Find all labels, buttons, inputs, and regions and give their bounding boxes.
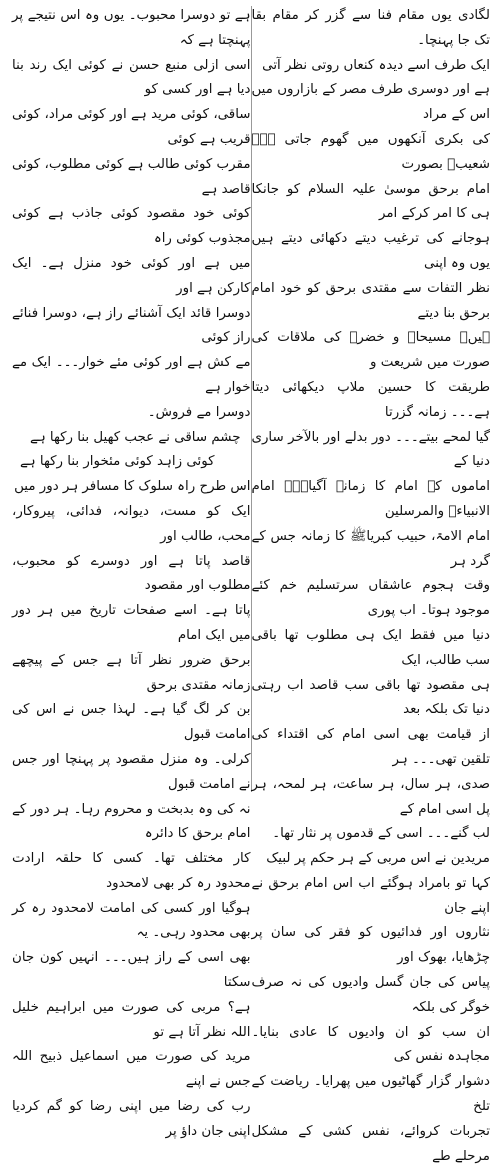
- text-line: مے کش ہے اور کوئی مئے خوار۔۔۔ ایک مے خوار ہے: [12, 355, 251, 395]
- text-line: ہے اور دوسری طرف مصر کے بازاروں میں اس کے مراد: [251, 82, 490, 123]
- text-line: ساقی، کوئی مرید ہے اور کوئی مراد، کوئی قریب ہے کوئی: [12, 107, 251, 147]
- text-line: بھی اسی کے راز ہیں۔۔۔ انہیں کون جان سکتا: [12, 950, 251, 991]
- text-line: نظر التفات سے مقتدی برحق کو خود امام برحق بنا دیتے: [251, 280, 490, 321]
- text-line: گیا لمحے بیتے۔۔۔ دور بدلے اور بالآخر ساری دنیا کے: [251, 429, 490, 470]
- text-line: ہی مقصود تھا باقی سب قاصد اب رہتی دنیا تک بلکہ بعد: [251, 677, 490, 718]
- text-line: اسی ازلی منبع حسن نے کوئی ایک رند بنا دیا ہے اور کسی کو: [12, 57, 251, 98]
- text-line: اس طرح راہ سلوک کا مسافر ہر دور میں: [14, 479, 251, 495]
- text-line: ہے؟ مربی کی صورت میں ابراہیم خلیل اللہ نظر آتا ہے تو: [12, 999, 251, 1040]
- text-line: مرید کی صورت میں اسماعیل ذبیح اللہ جس نے اپنے: [12, 1049, 251, 1090]
- text-line: طریقت کا حسین ملاپ دیکھائی دیتا ہے۔۔۔ زمانہ گزرتا: [251, 379, 490, 420]
- text-line: امام الامۃ، حبیب کبریاﷺ کا زمانہ جس کے گرد ہر: [251, 528, 490, 569]
- left-column: [251, 4, 496, 1164]
- text-line: ایک کو مست، دیوانہ، فدائی، پیروکار، محب، طالب اور: [12, 503, 251, 544]
- text-line: دوسرا قائد ایک آشنائے راز ہے، دوسرا فنائے راز کوئی: [12, 305, 251, 346]
- text-line: برحق ضرور نظر آتا ہے جس کے پیچھے زمانہ مقتدی برحق: [12, 652, 251, 693]
- text-line: بن کر لگ گیا ہے۔ لہذا جس نے اس کی امامت قبول: [12, 702, 251, 743]
- text-line: نہ کی وہ بدبخت و محروم رہا۔ ہر دور کے امام برحق کا دائرہ: [12, 801, 251, 842]
- text-line: دشوار گزار گھاٹیوں میں پھرایا۔ ریاضت کے تلخ: [251, 1074, 490, 1115]
- text-line: از قیامت بھی اسی امام کی اقتداء کی تلقین تھی۔۔۔ ہر: [251, 727, 490, 767]
- text-line: لگادی یوں مقام فنا سے گزر کر مقام بقا تک جا پہنچا۔: [251, 8, 490, 48]
- text-line: میں ہے اور کوئی خود منزل ہے۔ ایک کارکن ہے اور: [12, 255, 251, 296]
- verse-line: چشم ساقی نے عجب کھیل بنا رکھا ہے: [29, 429, 241, 445]
- text-line: پاتا ہے۔ اسے صفحات تاریخ میں ہر دور میں ایک امام: [12, 603, 251, 643]
- two-column-layout: [6, 4, 496, 1164]
- text-line: ہے تو دوسرا محبوب۔ یوں وہ اس نتیجے پر پہنچتا ہے کہ: [12, 8, 251, 48]
- text-line: مریدین نے اس مربی کے ہر حکم پر لبیک: [266, 851, 490, 867]
- text-line: پیاس کی جان گسل وادیوں کی نہ صرف خوگر کی بلکہ: [251, 975, 490, 1015]
- text-line: وقت ہجوم عاشقاں سرتسلیم خم کئے موجود ہوتا۔ اب پوری: [251, 578, 490, 619]
- text-line: ان سب کو ان وادیوں کا عادی بنایا۔ مجاہدہ نفس کی: [251, 1024, 490, 1065]
- text-line: تجربات کروائے، نفس کشی کے مشکل مرحلے طے: [251, 1123, 490, 1164]
- text-line: ہیں۔ مسیحاؑ و خضرؑ کی ملاقات کی صورت میں شریعت و: [251, 330, 490, 371]
- text-line: ایک طرف اسے دیدہ کنعاں روتی نظر آتی: [262, 57, 490, 73]
- text-line: کوئی خود مقصود کوئی جاذب ہے کوئی مجذوب کوئی راہ: [12, 206, 251, 247]
- text-line: کار مختلف تھا۔ کسی کا حلقہ ارادت محدود رہ کر بھی لامحدود: [12, 851, 251, 891]
- text-line: دوسرا مے فروش۔: [147, 404, 251, 420]
- verse-line: کوئی زاہد کوئی مئخوار بنا رکھا ہے: [19, 454, 215, 470]
- text-line: اماموں کے امام کا زمانہ آگیا۔۔۔ امام الانبیاءؑ والمرسلین: [251, 479, 490, 519]
- text-line: ہوگیا اور کسی کی امامت لامحدود رہ کر بھی محدود رہی۔ یہ: [12, 900, 251, 941]
- text-line: نثاروں اور فدائیوں کو فقر کی سان پر چڑھایا، بھوک اور: [251, 925, 490, 966]
- text-line: کہا تو بامراد ہوگئے اب اس امام برحق نے اپنے جان: [251, 875, 490, 916]
- text-line: قاصد پاتا ہے اور دوسرے کو محبوب، مطلوب اور مقصود: [12, 553, 251, 594]
- text-line: مقرب کوئی طالب ہے کوئی مطلوب، کوئی قاصد ہے: [12, 156, 251, 197]
- text-line: لب گنے۔۔۔ اسی کے قدموں پر نثار تھا۔: [272, 826, 490, 842]
- text-line: کرلی۔ وہ منزل مقصود پر پہنچا اور جس نے امامت قبول: [12, 751, 251, 792]
- text-line: رب کی رضا میں اپنی رضا کو گم کردیا اپنی جان داؤ پر: [12, 1099, 251, 1139]
- right-column: [6, 4, 251, 1139]
- text-line: ہوجانے کی ترغیب دیتے دکھائی دیتے ہیں یوں وہ اپنی: [251, 231, 490, 271]
- text-line: صدی، ہر سال، ہر ساعت، ہر لمحہ، ہر پل اسی امام کے: [251, 776, 490, 817]
- text-line: کی بکری آنکھوں میں گھوم جاتی ہے۔ شعیبؑ بصورت: [251, 131, 490, 172]
- text-line: امام برحق موسیٰ علیہ السلام کو جانکا ہی کا امر کرکے امر: [251, 181, 490, 222]
- text-line: دنیا میں فقط ایک ہی مطلوب تھا باقی سب طالب، ایک: [251, 627, 490, 668]
